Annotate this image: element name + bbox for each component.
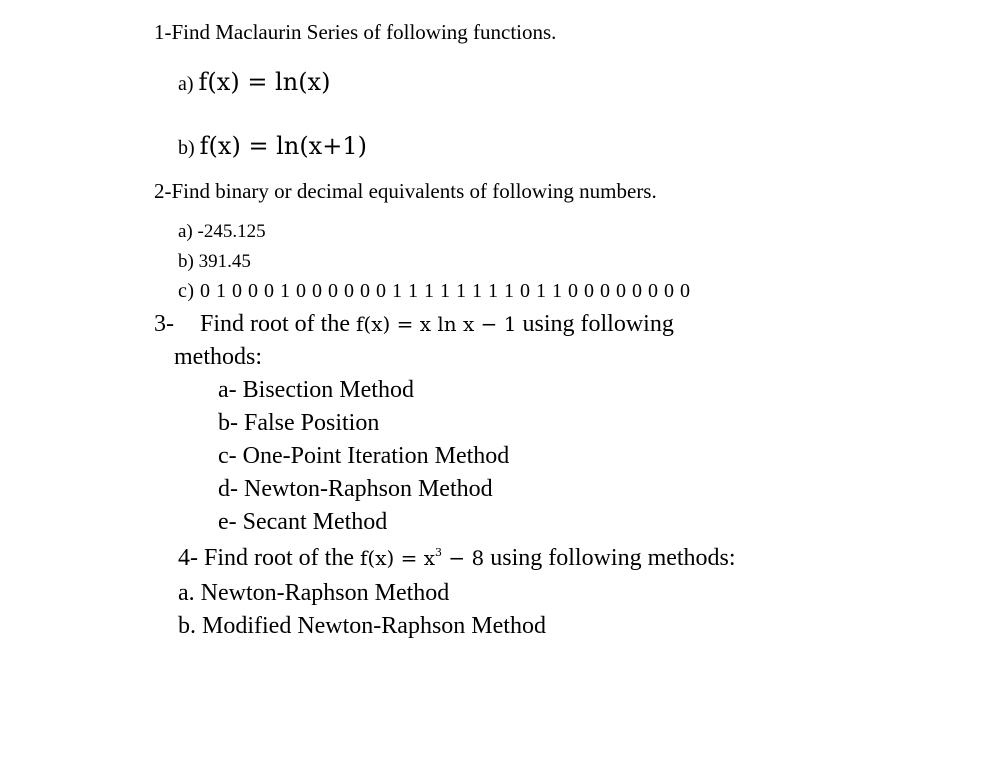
q3-number: 3- — [154, 311, 174, 337]
q1b-formula: f(x) = ln(x+1) — [199, 132, 367, 160]
q3-suffix: using following — [522, 311, 674, 337]
q1a-item — [178, 70, 330, 94]
q4-prefix: 4- Find root of the — [178, 545, 354, 571]
q1b-item — [178, 134, 367, 158]
q1-title: 1-Find Maclaurin Series of following functions. — [154, 20, 557, 44]
q3-prefix: Find root of the — [200, 311, 350, 337]
q4-suffix: using following methods: — [490, 545, 736, 571]
q3-continuation: methods: — [174, 344, 262, 370]
q4-method-b: b. Modified Newton-Raphson Method — [178, 613, 546, 639]
q2-title: 2-Find binary or decimal equivalents of following numbers. — [154, 179, 657, 203]
q3-line — [154, 312, 674, 336]
q3-method-c: c- One-Point Iteration Method — [218, 443, 510, 469]
q2c-item: c) 0 1 0 0 0 1 0 0 0 0 0 0 1 1 1 1 1 1 1 1 0 1 1 0 0 0 0 0 0 0 0 — [178, 280, 691, 302]
q3-formula: f(x) = x ln x − 1 — [356, 312, 517, 336]
q4-line — [178, 546, 736, 570]
q4-formula — [360, 546, 484, 570]
q3-method-d: d- Newton-Raphson Method — [218, 476, 493, 502]
q4-formula-exponent: 3 — [435, 546, 443, 559]
q3-method-a: a- Bisection Method — [218, 377, 414, 403]
q4-formula-tail: − 8 — [442, 546, 485, 570]
q4-method-a: a. Newton-Raphson Method — [178, 580, 450, 606]
q4-formula-base: f(x) = x — [359, 546, 436, 570]
q2b-item: b) 391.45 — [178, 251, 251, 272]
q1b-label: b) — [178, 137, 195, 159]
q2a-item: a) -245.125 — [178, 221, 266, 242]
q3-method-b: b- False Position — [218, 410, 380, 436]
q1a-formula: f(x) = ln(x) — [198, 68, 331, 96]
q3-method-e: e- Secant Method — [218, 509, 388, 535]
q1a-label: a) — [178, 73, 194, 95]
